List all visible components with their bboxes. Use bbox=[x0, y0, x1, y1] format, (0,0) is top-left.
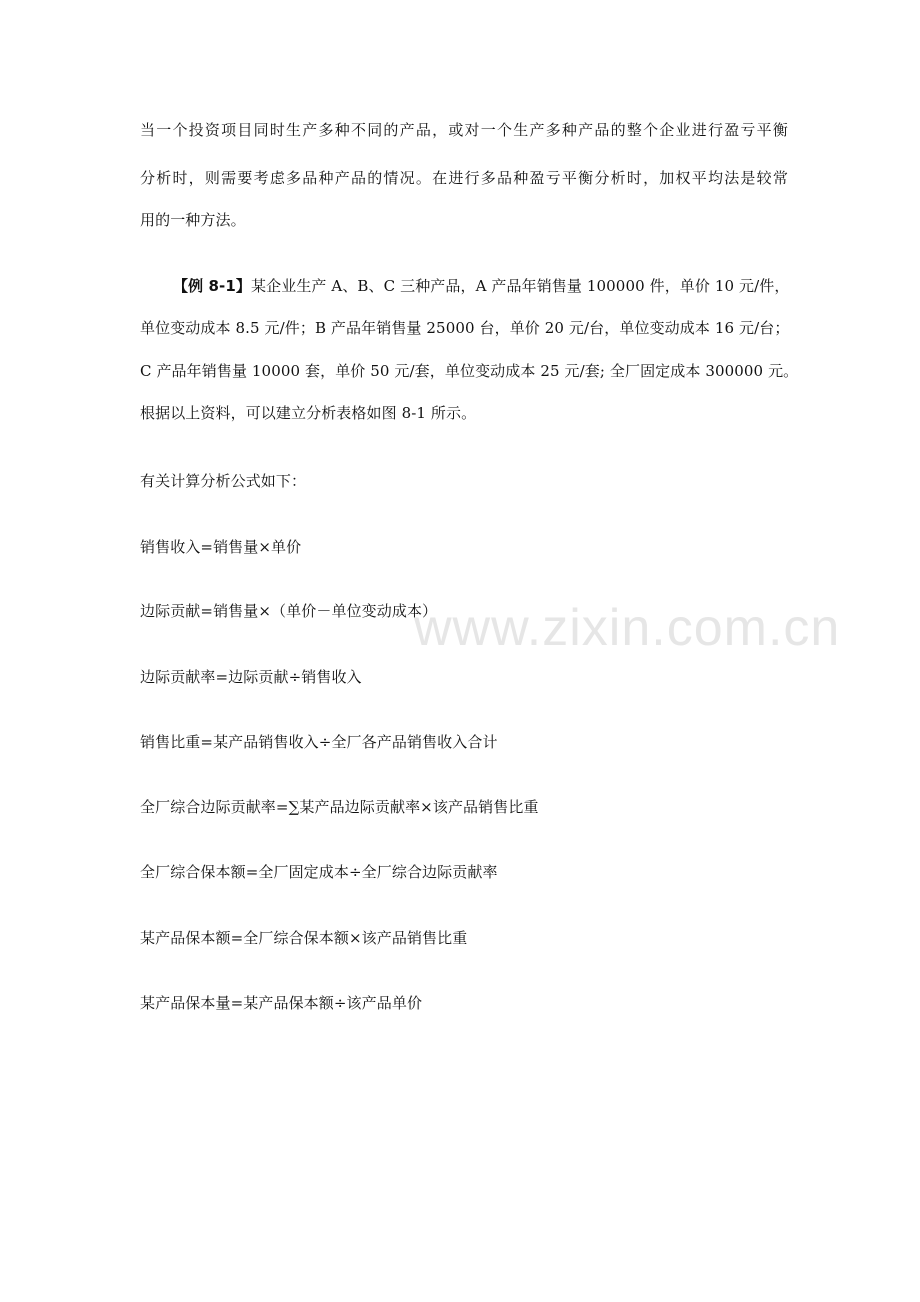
example-line-2: 单位变动成本 8.5 元/件；B 产品年销售量 25000 台，单价 20 元/台，单位变动成本 16 元/台； bbox=[140, 319, 790, 337]
example-line-1 bbox=[173, 276, 788, 296]
formula-product-break-even-amount: 某产品保本额=全厂综合保本额×该产品销售比重 bbox=[140, 929, 468, 947]
intro-line-2: 分析时，则需要考虑多品种产品的情况。在进行多品种盈亏平衡分析时，加权平均法是较常 bbox=[140, 169, 788, 187]
example-line-1-text: 某企业生产 A、B、C 三种产品，A 产品年销售量 100000 件，单价 10 元/件， bbox=[251, 277, 790, 295]
example-line-4: 根据以上资料，可以建立分析表格如图 8-1 所示。 bbox=[140, 404, 477, 422]
formula-sales-revenue: 销售收入=销售量×单价 bbox=[140, 538, 302, 556]
intro-line-1: 当一个投资项目同时生产多种不同的产品，或对一个生产多种产品的整个企业进行盈亏平衡 bbox=[140, 121, 788, 139]
formula-overall-margin-rate: 全厂综合边际贡献率=∑某产品边际贡献率×该产品销售比重 bbox=[140, 798, 539, 816]
example-line-3: C 产品年销售量 10000 套，单价 50 元/套，单位变动成本 25 元/套; 全厂固定成本 300000 元。 bbox=[140, 362, 799, 380]
watermark-text: www.zixin.com.cn bbox=[414, 599, 841, 657]
intro-line-3: 用的一种方法。 bbox=[140, 211, 246, 229]
formula-contribution-margin-rate: 边际贡献率=边际贡献÷销售收入 bbox=[140, 668, 362, 686]
formula-sales-proportion: 销售比重=某产品销售收入÷全厂各产品销售收入合计 bbox=[140, 733, 498, 751]
formula-contribution-margin: 边际贡献=销售量×（单价－单位变动成本） bbox=[140, 602, 438, 620]
formula-product-break-even-quantity: 某产品保本量=某产品保本额÷该产品单价 bbox=[140, 994, 423, 1012]
example-label: 【例 8-1】 bbox=[173, 277, 252, 295]
formulas-heading: 有关计算分析公式如下： bbox=[140, 472, 307, 490]
formula-overall-break-even-amount: 全厂综合保本额=全厂固定成本÷全厂综合边际贡献率 bbox=[140, 863, 498, 881]
